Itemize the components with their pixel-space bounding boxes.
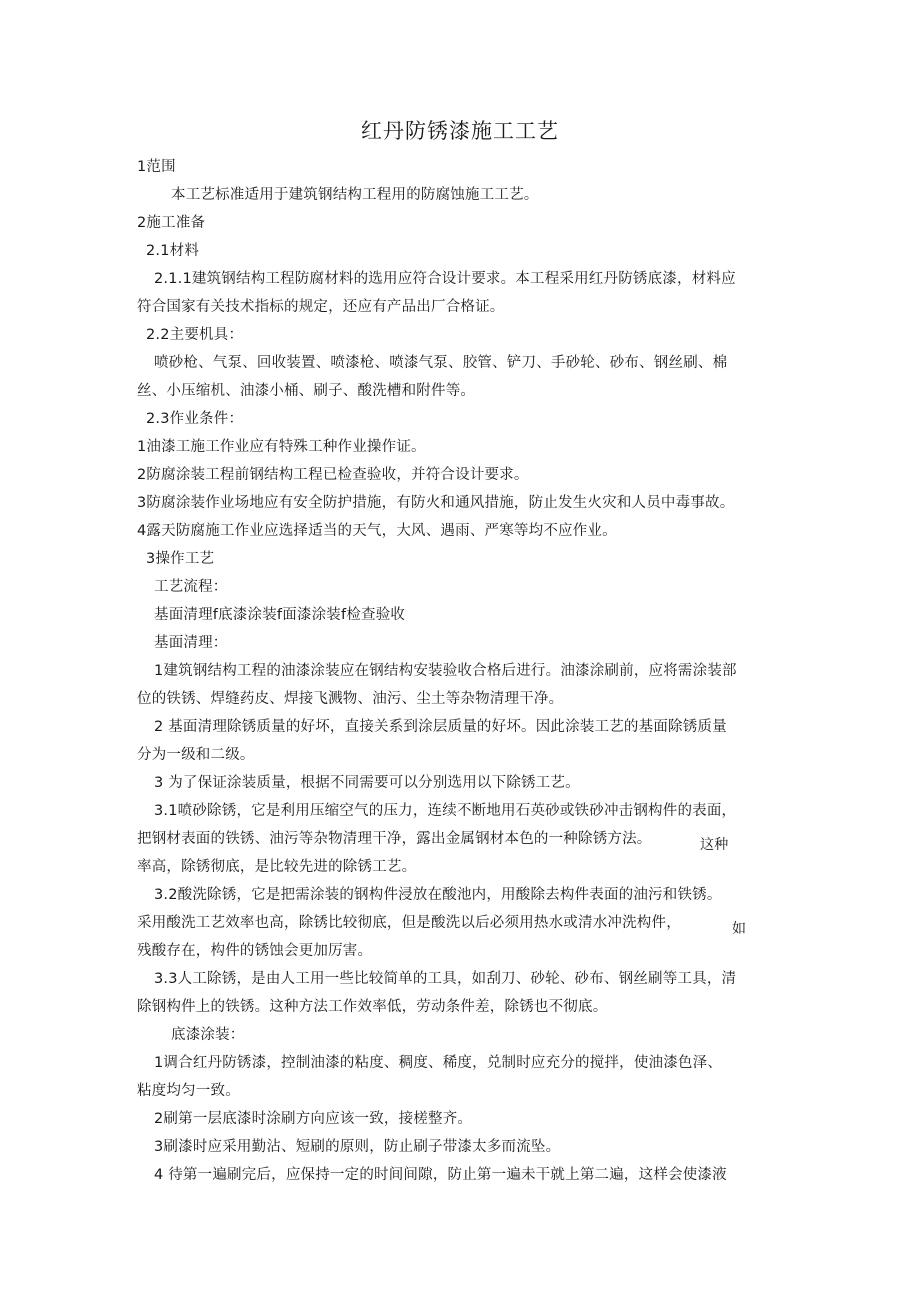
paragraph-line: 2刷第一层底漆时涂刷方向应该一致，接槎整齐。 bbox=[154, 1111, 473, 1127]
side-note: 如 bbox=[732, 921, 747, 937]
process-flow: 基面清理f底漆涂装f面漆涂装f检查验收 bbox=[154, 607, 406, 623]
side-note: 这种 bbox=[700, 837, 729, 853]
paragraph-line: 本工艺标准适用于建筑钢结构工程用的防腐蚀施工工艺。 bbox=[171, 187, 539, 203]
paragraph-line: 3 为了保证涂装质量，根据不同需要可以分别选用以下除锈工艺。 bbox=[154, 775, 580, 791]
paragraph-line: 位的铁锈、焊缝药皮、焊接飞溅物、油污、尘土等杂物清理干净。 bbox=[137, 691, 564, 707]
heading-conditions: 2.3作业条件： bbox=[146, 411, 244, 427]
paragraph-line: 1建筑钢结构工程的油漆涂装应在钢结构安装验收合格后进行。油漆涂刷前，应将需涂装部 bbox=[154, 663, 737, 679]
paragraph-line: 把钢材表面的铁锈、油污等杂物清理干净，露出金属钢材本色的一种除锈方法。 bbox=[137, 831, 652, 847]
paragraph-line: 1调合红丹防锈漆，控制油漆的粘度、稠度、稀度，兑制时应充分的搅拌，使油漆色泽、 bbox=[154, 1055, 723, 1071]
list-item: 3防腐涂装作业场地应有安全防护措施，有防火和通风措施，防止发生火灾和人员中毒事故。 bbox=[137, 495, 735, 511]
paragraph-line: 粘度均匀一致。 bbox=[137, 1083, 240, 1099]
subheading: 基面清理： bbox=[154, 635, 228, 651]
list-item: 2防腐涂装工程前钢结构工程已检查验收，并符合设计要求。 bbox=[137, 467, 529, 483]
paragraph-line: 残酸存在，构件的锈蚀会更加厉害。 bbox=[137, 943, 373, 959]
paragraph-line: 符合国家有关技术指标的规定，还应有产品出厂合格证。 bbox=[137, 299, 505, 315]
paragraph-line: 喷砂枪、气泵、回收装置、喷漆枪、喷漆气泵、胶管、铲刀、手砂轮、砂布、钢丝刷、棉 bbox=[154, 355, 728, 371]
page-title: 红丹防锈漆施工工艺 bbox=[361, 119, 559, 143]
heading-tools: 2.2主要机具： bbox=[146, 327, 244, 343]
heading-process: 3操作工艺 bbox=[146, 551, 215, 567]
list-item: 4露天防腐施工作业应选择适当的天气，大风、遇雨、严寒等均不应作业。 bbox=[137, 523, 617, 539]
paragraph-line: 4 待第一遍刷完后，应保持一定的时间间隙，防止第一遍未干就上第二遍，这样会使漆液 bbox=[154, 1167, 727, 1183]
paragraph-line: 3.3人工除锈，是由人工用一些比较简单的工具，如刮刀、砂轮、砂布、钢丝刷等工具，清 bbox=[154, 971, 737, 987]
paragraph-line: 3刷漆时应采用勤沾、短刷的原则，防止刷子带漆太多而流坠。 bbox=[154, 1139, 561, 1155]
heading-materials: 2.1材料 bbox=[146, 243, 200, 259]
paragraph-line: 2 基面清理除锈质量的好坏，直接关系到涂层质量的好坏。因此涂装工艺的基面除锈质量 bbox=[154, 719, 727, 735]
paragraph-line: 分为一级和二级。 bbox=[137, 747, 255, 763]
paragraph-line: 2.1.1建筑钢结构工程防腐材料的选用应符合设计要求。本工程采用红丹防锈底漆，材料应 bbox=[154, 271, 736, 287]
heading-scope: 1范围 bbox=[137, 159, 176, 175]
paragraph-line: 3.2酸洗除锈，它是把需涂装的钢构件浸放在酸池内，用酸除去构件表面的油污和铁锈。 bbox=[154, 887, 722, 903]
paragraph-line: 采用酸洗工艺效率也高，除锈比较彻底，但是酸洗以后必须用热水或清水冲洗构件， bbox=[137, 915, 681, 931]
subheading: 底漆涂装： bbox=[171, 1027, 245, 1043]
paragraph-line: 除钢构件上的铁锈。这种方法工作效率低，劳动条件差，除锈也不彻底。 bbox=[137, 999, 608, 1015]
heading-preparation: 2施工准备 bbox=[137, 215, 206, 231]
paragraph-line: 率高，除锈彻底，是比较先进的除锈工艺。 bbox=[137, 859, 417, 875]
paragraph-line: 3.1喷砂除锈，它是利用压缩空气的压力，连续不断地用石英砂或铁砂冲击钢构件的表面， bbox=[154, 803, 737, 819]
list-item: 1油漆工施工作业应有特殊工种作业操作证。 bbox=[137, 439, 426, 455]
subheading: 工艺流程： bbox=[154, 579, 228, 595]
paragraph-line: 丝、小压缩机、油漆小桶、刷子、酸洗槽和附件等。 bbox=[137, 383, 476, 399]
